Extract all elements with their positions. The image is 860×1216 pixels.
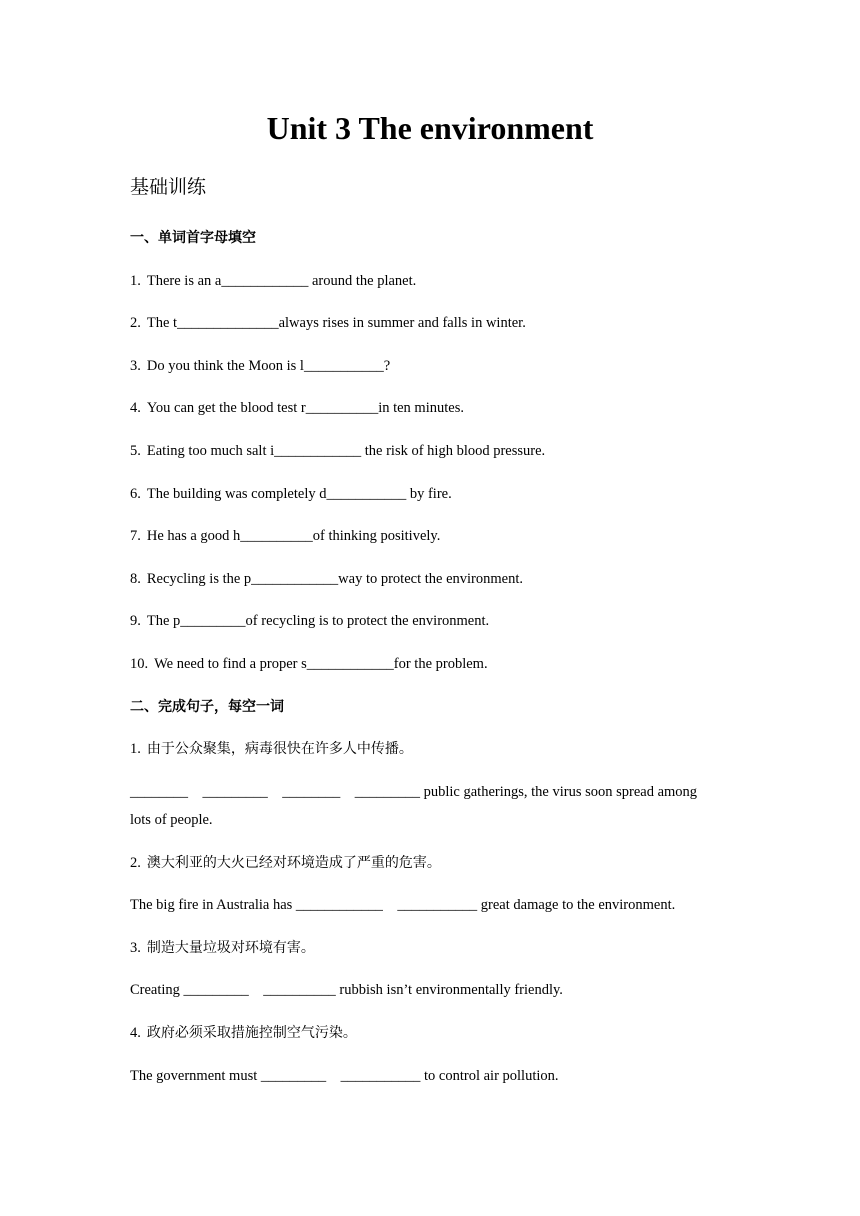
item-text: The p_________of recycling is to protect the environment.: [146, 613, 490, 629]
part1-item-8: [130, 569, 523, 589]
part1-item-1: [130, 271, 416, 291]
part1-item-6: [130, 484, 452, 504]
item-text: Eating too much salt i____________ the risk of high blood pressure.: [146, 443, 546, 459]
part2-item-2-prompt: [130, 853, 441, 873]
part1-heading: 一、单词首字母填空: [130, 230, 256, 246]
chinese-prompt: 制造大量垃圾对环境有害。: [146, 940, 315, 956]
part2-item-3-prompt: [130, 938, 315, 958]
part2-item-4-prompt: [130, 1023, 357, 1043]
item-text: The t______________always rises in summer and falls in winter.: [146, 315, 526, 331]
item-text: There is an a____________ around the planet.: [146, 273, 417, 289]
part2-item-4-answer-line: The government must _________ ___________ to control air pollution.: [130, 1068, 559, 1084]
item-number: 4.: [130, 400, 141, 416]
item-number: 3.: [130, 358, 141, 374]
item-text: He has a good h__________of thinking positively.: [146, 528, 441, 544]
part1-item-9: [130, 611, 489, 631]
item-number: 1.: [130, 273, 141, 289]
part1-item-4: [130, 398, 464, 418]
chinese-prompt: 政府必须采取措施控制空气污染。: [146, 1025, 357, 1041]
part2-item-2-answer-line: The big fire in Australia has ____________ ___________ great damage to the environment.: [130, 897, 676, 913]
page-title: Unit 3 The environment: [266, 110, 594, 146]
item-number: 4.: [130, 1025, 141, 1041]
item-number: 5.: [130, 443, 141, 459]
item-text: You can get the blood test r__________in ten minutes.: [146, 400, 464, 416]
item-number: 1.: [130, 741, 141, 757]
item-text: Do you think the Moon is l___________?: [146, 358, 391, 374]
part2-item-1-prompt: [130, 739, 413, 759]
item-text: We need to find a proper s____________for the problem.: [154, 656, 488, 672]
chinese-prompt: 澳大利亚的大火已经对环境造成了严重的危害。: [146, 855, 441, 871]
part2-heading: 二、完成句子，每空一词: [130, 699, 284, 715]
item-number: 2.: [130, 855, 141, 871]
chinese-prompt: 由于公众聚集，病毒很快在许多人中传播。: [146, 741, 413, 757]
part2-item-1-answer-line-2: lots of people.: [130, 812, 213, 828]
item-text: Recycling is the p____________way to protect the environment.: [146, 571, 523, 587]
part1-item-3: [130, 356, 390, 376]
item-number: 10.: [130, 656, 149, 672]
item-number: 9.: [130, 613, 141, 629]
part1-item-2: [130, 313, 526, 333]
item-number: 3.: [130, 940, 141, 956]
item-text: The building was completely d___________ by fire.: [146, 486, 452, 502]
item-number: 2.: [130, 315, 141, 331]
item-number: 8.: [130, 571, 141, 587]
item-number: 6.: [130, 486, 141, 502]
item-number: 7.: [130, 528, 141, 544]
part1-item-7: [130, 526, 440, 546]
part2-item-3-answer-line: Creating _________ __________ rubbish isn’t environmentally friendly.: [130, 982, 563, 998]
part1-item-10: [130, 654, 488, 674]
part1-item-5: [130, 441, 545, 461]
part2-item-1-answer-line: ________ _________ ________ _________ public gatherings, the virus soon spread among: [130, 784, 698, 800]
section-heading: 基础训练: [130, 176, 207, 198]
